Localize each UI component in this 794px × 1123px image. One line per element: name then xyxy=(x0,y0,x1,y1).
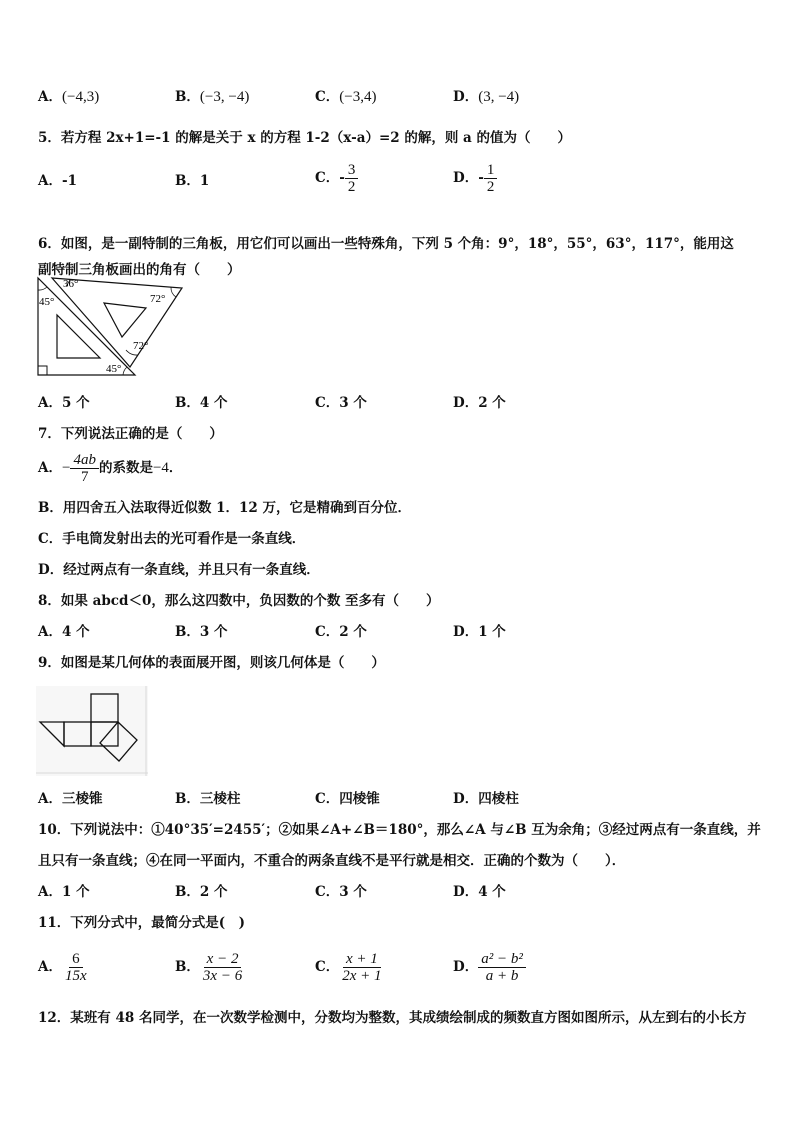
q9-option-c[interactable]: C．四棱锥 xyxy=(315,791,380,807)
q10-stem-line1: 10．下列说法中：①40°35′=2455′；②如果∠A+∠B＝180°，那么∠A 与∠B 互为余角；③经过两点有一条直线，并 xyxy=(38,822,761,838)
q10-option-b[interactable]: B．2 个 xyxy=(175,884,228,900)
q10-stem-line2: 且只有一条直线；④在同一平面内，不重合的两条直线不是平行就是相交．正确的个数为（ ）． xyxy=(38,853,626,869)
q7-option-d[interactable]: D．经过两点有一条直线，并且只有一条直线． xyxy=(38,562,320,578)
angle-label-45-bottom: 45° xyxy=(106,363,122,375)
fraction: $\frac{6}{15x}$ xyxy=(64,951,87,984)
fraction: $\frac{1}{2}$ xyxy=(484,162,498,195)
angle-label-45-top: 45° xyxy=(39,296,55,308)
set-square-36-72-72 xyxy=(52,278,182,367)
q6-option-a[interactable]: A．5 个 xyxy=(38,395,90,411)
q10-option-d[interactable]: D．4 个 xyxy=(453,884,506,900)
net-figure xyxy=(36,686,148,776)
q4-option-b[interactable]: B．(−3, −4) xyxy=(175,89,250,105)
q5-option-c[interactable]: C． - $\frac{3}{2}$ xyxy=(315,162,358,195)
q6-option-c[interactable]: C．3 个 xyxy=(315,395,367,411)
set-square-45-inner xyxy=(57,315,100,358)
q5-stem: 5．若方程 2x+1=-1 的解是关于 x 的方程 1-2（x-a）=2 的解，则 a 的值为（ ） xyxy=(38,130,571,146)
q5-option-d[interactable]: D． - $\frac{1}{2}$ xyxy=(453,162,497,195)
q12-stem: 12．某班有 48 名同学，在一次数学检测中，分数均为整数，其成绩绘制成的频数直方图如图所示，从左到右的小长方 xyxy=(38,1010,747,1026)
triangle-set-figure xyxy=(30,270,190,380)
q8-stem: 8．如果 abcd＜0，那么这四数中，负因数的个数 至多有（ ） xyxy=(38,593,440,609)
q9-option-a[interactable]: A．三棱锥 xyxy=(38,791,103,807)
q5-option-b[interactable]: B．1 xyxy=(175,173,210,189)
q8-option-b[interactable]: B．3 个 xyxy=(175,624,228,640)
q4-option-a[interactable]: A．(−4,3) xyxy=(38,89,100,105)
q7-option-b[interactable]: B．用四舍五入法取得近似数 1．12 万，它是精确到百分位． xyxy=(38,500,411,516)
q10-option-a[interactable]: A．1 个 xyxy=(38,884,90,900)
angle-label-72-right: 72° xyxy=(150,293,166,305)
fraction: $\frac{4ab}{7}$ xyxy=(70,452,99,485)
q11-option-a[interactable]: A． $\frac{6}{15x}$ xyxy=(38,951,90,984)
angle-label-36: 36° xyxy=(63,278,79,290)
q8-option-a[interactable]: A．4 个 xyxy=(38,624,90,640)
right-angle-mark xyxy=(38,366,47,375)
q6-stem-line1: 6．如图，是一副特制的三角板，用它们可以画出一些特殊角，下列 5 个角：9°，18°，55°，63°，117°，能用这 xyxy=(38,236,734,252)
q11-option-d[interactable]: D． $\frac{\text{a² − b²}}{a + b}$ xyxy=(453,951,526,984)
q11-option-c[interactable]: C． $\frac{x + 1}{2x + 1}$ xyxy=(315,951,385,984)
q6-option-b[interactable]: B．4 个 xyxy=(175,395,228,411)
q8-option-c[interactable]: C．2 个 xyxy=(315,624,367,640)
q4-option-d[interactable]: D．(3, −4) xyxy=(453,89,520,105)
q5-option-a[interactable]: A．-1 xyxy=(38,173,77,189)
q6-option-d[interactable]: D．2 个 xyxy=(453,395,506,411)
q7-option-a[interactable]: A． − $\frac{4ab}{7}$ 的系数是 −4 ． xyxy=(38,452,183,485)
angle-label-72-bottom: 72° xyxy=(133,340,149,352)
q8-option-d[interactable]: D．1 个 xyxy=(453,624,506,640)
fraction: $\frac{x + 1}{2x + 1}$ xyxy=(342,951,382,984)
q9-option-d[interactable]: D．四棱柱 xyxy=(453,791,519,807)
q7-stem: 7．下列说法正确的是（ ） xyxy=(38,426,223,442)
q9-stem: 9．如图是某几何体的表面展开图，则该几何体是（ ） xyxy=(38,655,385,671)
set-square-45 xyxy=(38,278,135,375)
q7-option-c[interactable]: C．手电筒发射出去的光可看作是一条直线． xyxy=(38,531,306,547)
q10-option-c[interactable]: C．3 个 xyxy=(315,884,367,900)
set-square-36-inner xyxy=(104,303,146,337)
fraction: $\frac{x - 2}{3x - 6}$ xyxy=(202,951,243,984)
q11-stem: 11．下列分式中，最简分式是( ) xyxy=(38,915,246,931)
q11-option-b[interactable]: B． $\frac{x - 2}{3x - 6}$ xyxy=(175,951,245,984)
q6-stem-line2: 副特制三角板画出的角有（ ） xyxy=(38,262,241,278)
fraction: $\frac{3}{2}$ xyxy=(345,162,359,195)
q9-option-b[interactable]: B．三棱柱 xyxy=(175,791,241,807)
q4-option-c[interactable]: C．(−3,4) xyxy=(315,89,377,105)
figure-background xyxy=(36,686,148,776)
fraction: $\frac{\text{a² − b²}}{a + b}$ xyxy=(478,951,526,984)
